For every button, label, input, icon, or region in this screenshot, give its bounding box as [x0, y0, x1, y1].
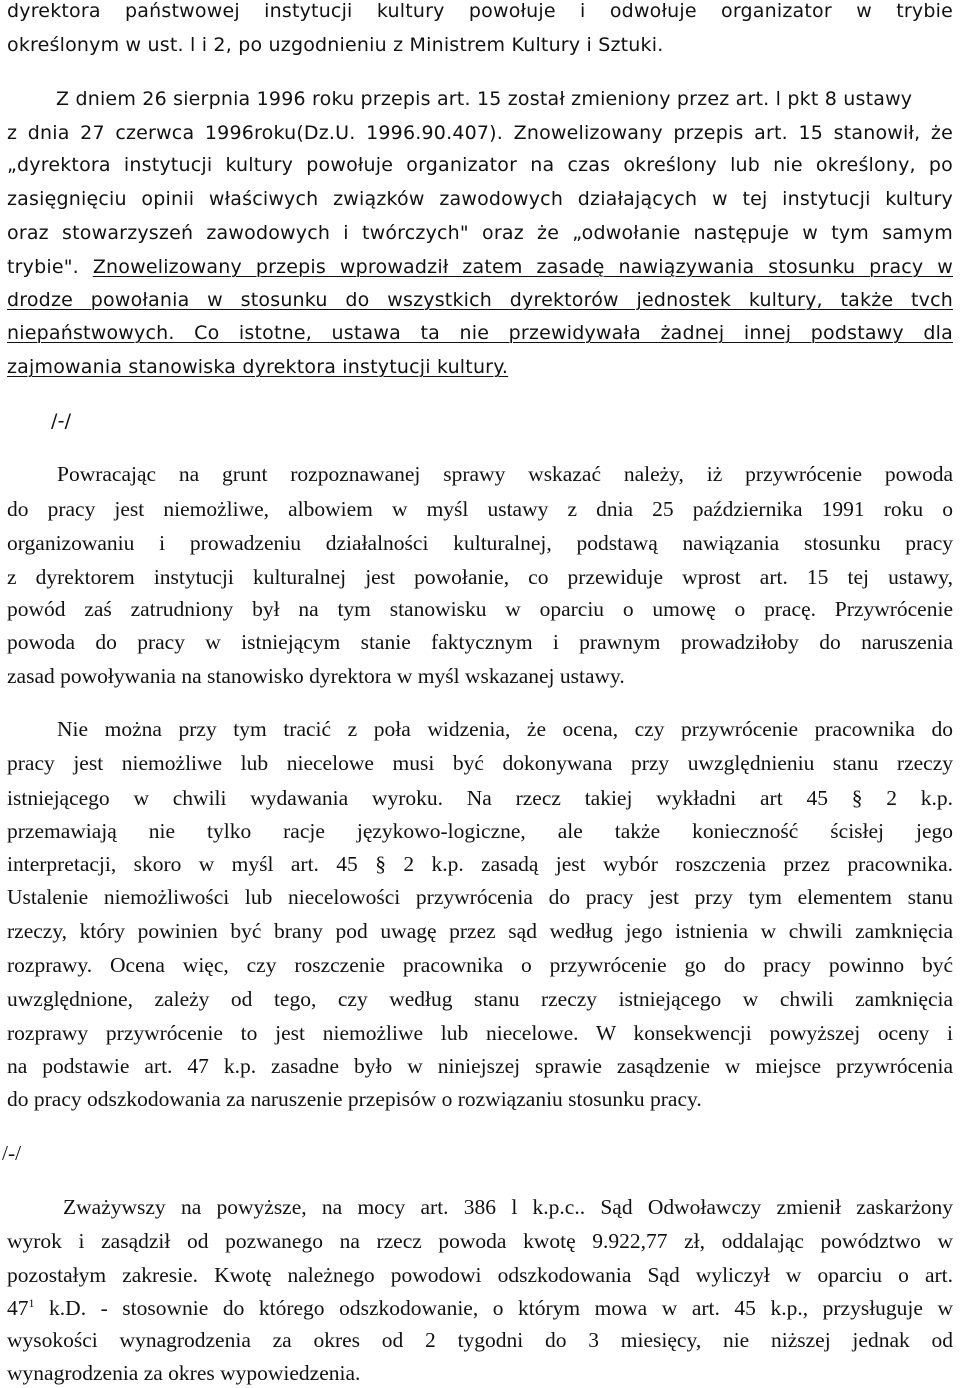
text-line: [7, 1296, 953, 1321]
underlined-text: Znowelizowany przepis wprowadził zatem zasadę nawiązywania stosunku pracy w: [92, 256, 953, 278]
text-line: oraz stowarzyszeń zawodowych i twórczych" oraz że „odwołanie następuje w tym samym: [7, 222, 953, 244]
text-line: Zważywszy na powyższe, na mocy art. 386 l k.p.c.. Sąd Odwoławczy zmienił zaskarżony: [63, 1195, 953, 1219]
text-line: przemawiają nie tylko racje językowo-logiczne, ale także konieczność ścisłej jego: [7, 819, 953, 843]
text-line: na podstawie art. 47 k.p. zasadne było w niniejszej sprawie zasądzenie w miejsce przywrócenia: [7, 1054, 953, 1078]
text-line: rzeczy, który powinien być brany pod uwagę przez sąd według jego istnienia w chwili zamknięcia: [7, 919, 953, 943]
text-line: [7, 256, 953, 278]
text-line: wynagrodzenia za okres wypowiedzenia.: [7, 1361, 361, 1385]
text-line: określonym w ust. l i 2, po uzgodnieniu z Ministrem Kultury i Sztuki.: [7, 34, 664, 56]
text-line: dyrektora państwowej instytucji kultury powołuje i odwołuje organizator w trybie: [7, 0, 953, 22]
text-line: Z dniem 26 sierpnia 1996 roku przepis art. 15 został zmieniony przez art. l pkt 8 ustawy: [56, 88, 913, 110]
text-fragment: k.D. - stosownie do którego odszkodowanie, o którym mowa w art. 45 k.p., przysługuje w: [34, 1296, 953, 1320]
text-line: powód zaś zatrudniony był na tym stanowisku w oparciu o umowę o pracę. Przywrócenie: [7, 597, 953, 621]
text-line: wysokości wynagrodzenia za okres od 2 tygodni do 3 miesięcy, nie niższej jednak od: [7, 1328, 953, 1352]
underlined-text-line: zajmowania stanowiska dyrektora instytucji kultury.: [7, 356, 509, 378]
text-line: uwzględnione, zależy od tego, czy według stanu rzeczy istniejącego w chwili zamknięcia: [7, 987, 953, 1011]
text-fragment: 47: [7, 1296, 29, 1320]
text-line: z dyrektorem instytucji kulturalnej jest powołanie, co przewiduje wprost art. 15 tej ustawy,: [7, 565, 953, 589]
text-line: pozostałym zakresie. Kwotę należnego powodowi odszkodowania Sąd wyliczył w oparciu o art.: [7, 1263, 953, 1287]
text-line: istniejącego w chwili wydawania wyroku. Na rzecz takiej wykładni art 45 § 2 k.p.: [7, 786, 953, 810]
text-line: Ustalenie niemożliwości lub niecelowości przywrócenia do pracy jest przy tym elementem stanu: [7, 885, 953, 909]
text-line: do pracy jest niemożliwe, albowiem w myśl ustawy z dnia 25 października 1991 roku o: [7, 497, 953, 521]
text-line: Nie można przy tym tracić z poła widzenia, że ocena, czy przywrócenie pracownika do: [57, 717, 953, 741]
text-line: pracy jest niemożliwe lub niecelowe musi być dokonywana przy uwzględnieniu stanu rzeczy: [7, 751, 953, 775]
underlined-text-line: drodze powołania w stosunku do wszystkich dyrektorów jednostek kultury, także tvch: [7, 289, 953, 311]
text-line: organizowaniu i prowadzeniu działalności kulturalnej, podstawą nawiązania stosunku pracy: [7, 531, 953, 555]
underlined-text-line: niepaństwowych. Co istotne, ustawa ta nie przewidywała żadnej innej podstawy dla: [7, 322, 953, 344]
omission-marker: /-/: [51, 410, 72, 432]
text-line: rozprawy. Ocena więc, czy roszczenie pracownika o przywrócenie go do pracy powinno być: [7, 953, 953, 977]
text-line: rozprawy przywrócenie to jest niemożliwe lub niecelowe. W konsekwencji powyższej oceny i: [7, 1021, 953, 1045]
omission-marker: /-/: [2, 1141, 22, 1165]
text-line: powoda do pracy w istniejącym stanie faktycznym i prawnym prowadziłoby do naruszenia: [7, 630, 953, 654]
text-line: wyrok i zasądził od pozwanego na rzecz powoda kwotę 9.922,77 zł, oddalając powództwo w: [7, 1229, 953, 1253]
text-line: z dnia 27 czerwca 1996roku(Dz.U. 1996.90.407). Znowelizowany przepis art. 15 stanowił, że: [7, 122, 953, 144]
text-line: zasięgnięciu opinii właściwych związków zawodowych działających w tej instytucji kultury: [7, 188, 953, 210]
text-fragment: trybie".: [7, 256, 93, 278]
text-line: „dyrektora instytucji kultury powołuje organizator na czas określony lub nie określony, po: [7, 154, 953, 176]
text-line: interpretacji, skoro w myśl art. 45 § 2 k.p. zasadą jest wybór roszczenia przez pracownika.: [7, 852, 953, 876]
text-line: zasad powoływania na stanowisko dyrektora w myśl wskazanej ustawy.: [7, 664, 625, 688]
text-line: do pracy odszkodowania za naruszenie przepisów o rozwiązaniu stosunku pracy.: [7, 1087, 702, 1111]
text-line: Powracając na grunt rozpoznawanej sprawy wskazać należy, iż przywrócenie powoda: [57, 462, 953, 486]
superscript: 1: [28, 1296, 35, 1310]
